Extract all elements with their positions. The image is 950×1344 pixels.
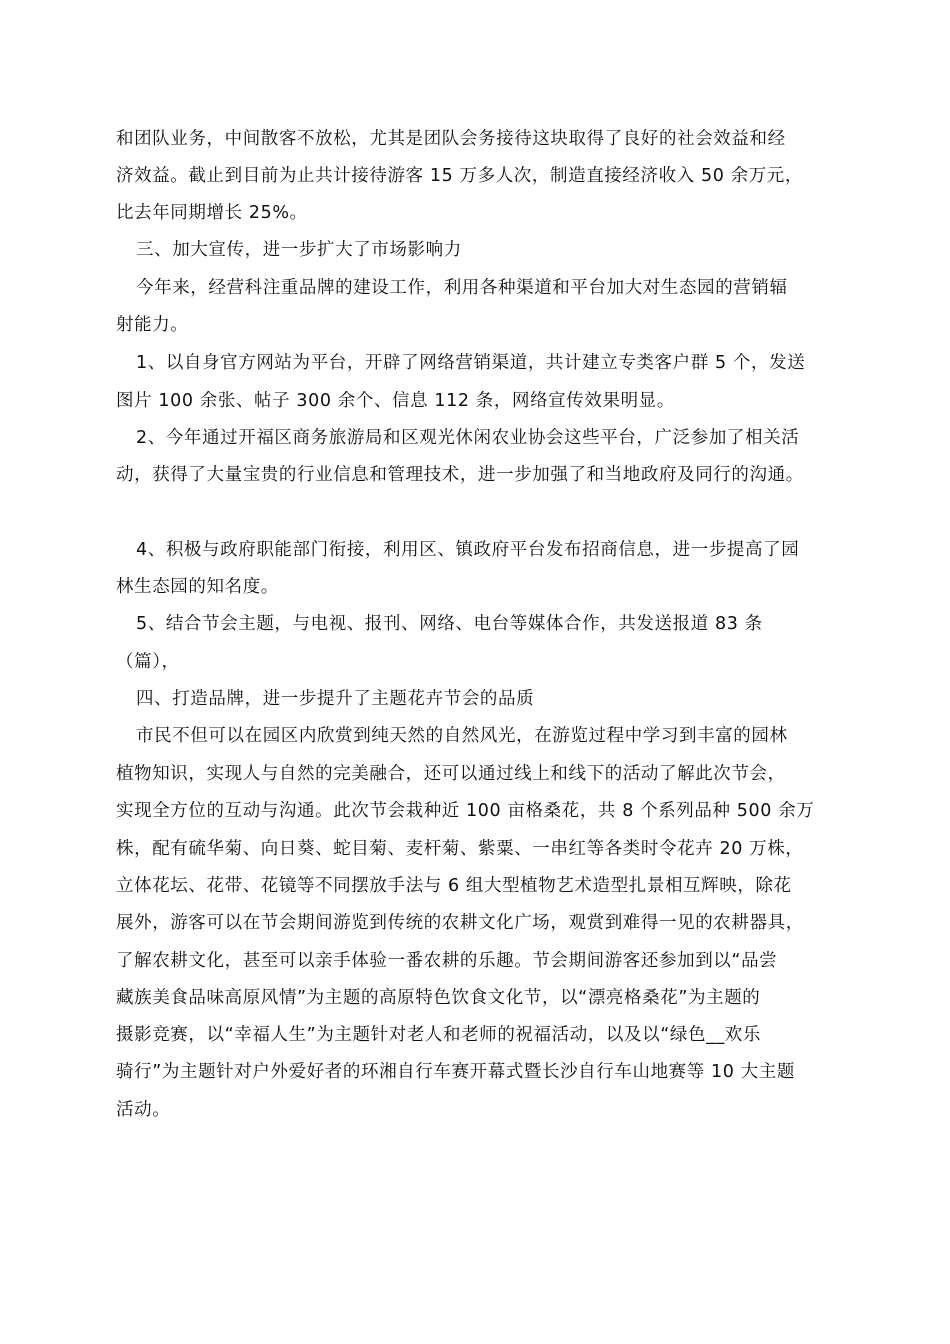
text-line: 市民不但可以在园区内欣赏到纯天然的自然风光，在游览过程中学习到丰富的园林	[136, 726, 788, 746]
text-line: 比去年同期增长 25%。	[116, 203, 308, 223]
section-heading: 四、打造品牌，进一步提升了主题花卉节会的品质	[136, 689, 535, 709]
text-line: 展外，游客可以在节会期间游览到传统的农耕文化广场，观赏到难得一见的农耕器具，	[116, 913, 804, 933]
text-line: 骑行”为主题针对户外爱好者的环湘自行车赛开幕式暨长沙自行车山地赛等 10 大主题	[116, 1062, 795, 1082]
text-line: 动，获得了大量宝贵的行业信息和管理技术，进一步加强了和当地政府及同行的沟通。	[116, 465, 804, 485]
text-line: 植物知识，实现人与自然的完美融合，还可以通过线上和线下的活动了解此次节会，	[116, 764, 786, 784]
list-item-line: 2、今年通过开福区商务旅游局和区观光休闲农业协会这些平台，广泛参加了相关活	[136, 428, 800, 448]
list-item-line: 4、积极与政府职能部门衔接，利用区、镇政府平台发布招商信息，进一步提高了园	[136, 540, 800, 560]
text-line: 藏族美食品味高原风情”为主题的高原特色饮食文化节，以“漂亮格桑花”为主题的	[116, 988, 761, 1008]
text-line: 图片 100 余张、帖子 300 余个、信息 112 条，网络宣传效果明显。	[116, 391, 675, 411]
text-line: 株，配有硫华菊、向日葵、蛇目菊、麦杆菊、紫粟、一串红等各类时令花卉 20 万株，	[116, 839, 804, 859]
list-item-line: 5、结合节会主题，与电视、报刊、网络、电台等媒体合作，共发送报道 83 条	[136, 614, 763, 634]
text-line: 林生态园的知名度。	[116, 577, 279, 597]
list-item-line: 1、以自身官方网站为平台，开辟了网络营销渠道，共计建立专类客户群 5 个，发送	[136, 353, 806, 373]
text-line: （篇），	[116, 652, 180, 672]
text-line: 射能力。	[116, 315, 189, 335]
text-line: 今年来，经营科注重品牌的建设工作，利用各种渠道和平台加大对生态园的营销辐	[136, 278, 788, 298]
text-line: 摄影竞赛，以“幸福人生”为主题针对老人和老师的祝福活动，以及以“绿色__欢乐	[116, 1025, 761, 1045]
text-line: 济效益。截止到目前为止共计接待游客 15 万多人次，制造直接经济收入 50 余万元，	[116, 166, 803, 186]
text-line: 了解农耕文化，甚至可以亲手体验一番农耕的乐趣。节会期间游客还参加到以“品尝	[116, 951, 778, 971]
section-heading: 三、加大宣传，进一步扩大了市场影响力	[136, 240, 462, 260]
text-line: 和团队业务，中间散客不放松，尤其是团队会务接待这块取得了良好的社会效益和经	[116, 129, 786, 149]
text-line: 实现全方位的互动与沟通。此次节会栽种近 100 亩格桑花，共 8 个系列品种 500 余万	[116, 801, 815, 821]
text-line: 活动。	[116, 1100, 171, 1120]
text-line: 立体花坛、花带、花镜等不同摆放手法与 6 组大型植物艺术造型扎景相互辉映，除花	[116, 876, 792, 896]
